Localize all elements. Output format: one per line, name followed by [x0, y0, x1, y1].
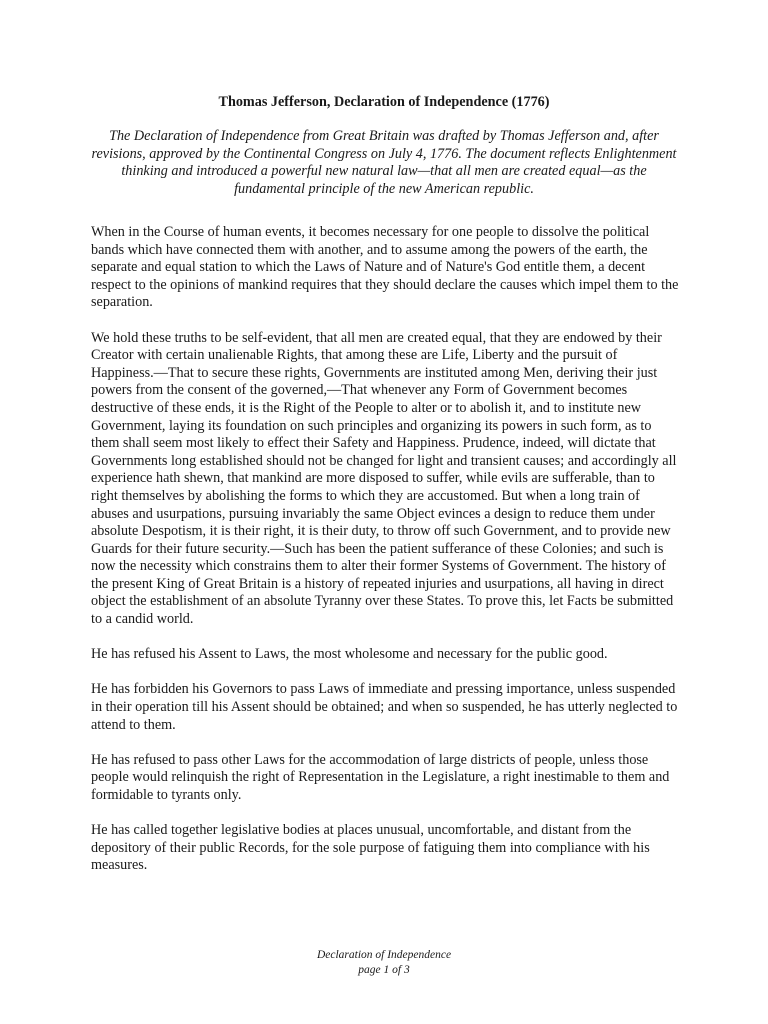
paragraph-grievance-governors: He has forbidden his Governors to pass Laws of immediate and pressing importance, unless suspended in their operation till his Assent should be obtained; and when so suspended, he has utterly neglected to attend to them.: [91, 681, 678, 733]
paragraph-grievance-assent: He has refused his Assent to Laws, the most wholesome and necessary for the public good.: [91, 646, 608, 663]
paragraph-grievance-representation: He has refused to pass other Laws for the accommodation of large districts of people, unless those people would relinquish the right of Representation in the Legislature, a right inestimable to them and formidable to tyrants only.: [91, 751, 670, 803]
paragraph-preamble: When in the Course of human events, it becomes necessary for one people to dissolve the political bands which have connected them with another, and to assume among the powers of the earth, the separate and equal station to which the Laws of Nature and of Nature's God entitle them, a decent respect to the opinions of mankind requires that they should declare the causes which impel them to the separation.: [91, 224, 679, 311]
document-title: Thomas Jefferson, Declaration of Independence (1776): [218, 94, 550, 110]
footer-document-name: Declaration of Independence: [316, 949, 452, 961]
paragraph-grievance-legislative-bodies: He has called together legislative bodies at places unusual, uncomfortable, and distant from the depository of their public Records, for the sole purpose of fatiguing them into compliance with his measures.: [91, 822, 650, 874]
footer-page-number: page 1 of 3: [358, 964, 410, 976]
document-body: [91, 224, 681, 893]
paragraph-self-evident-truths: We hold these truths to be self-evident, that all men are created equal, that they are endowed by their Creator with certain unalienable Rights, that among these are Life, Liberty and the pursuit of Happiness.—That to secure these rights, Governments are instituted among Men, deriving their just powers from the consent of the governed,—That whenever any Form of Government becomes destructive of these ends, it is the Right of the People to alter or to abolish it, and to institute new Government, laying its foundation on such principles and organizing its powers in such form, as to them shall seem most likely to effect their Safety and Happiness. Prudence, indeed, will dictate that Governments long established should not be changed for light and transient causes; and accordingly all experience hath shewn, that mankind are more disposed to suffer, while evils are sufferable, than to right themselves by abolishing the forms to which they are accustomed. But when a long train of abuses and usurpations, pursuing invariably the same Object evinces a design to reduce them under absolute Despotism, it is their right, it is their duty, to throw off such Government, and to provide new Guards for their future security.—Such has been the patient sufferance of these Colonies; and such is now the necessity which constrains them to alter their former Systems of Government. The history of the present King of Great Britain is a history of repeated injuries and usurpations, all having in direct object the establishment of an absolute Tyranny over these States. To prove this, let Facts be submitted to a candid world.: [91, 329, 677, 628]
page-footer: [0, 948, 768, 978]
intro-summary: The Declaration of Independence from Great Britain was drafted by Thomas Jefferson and, after revisions, approved by the Continental Congress on July 4, 1776. The document reflects Enlightenment thinking and introduced a powerful new natural law—that all men are created equal—as the fundamental principle of the new American republic.: [91, 128, 677, 197]
